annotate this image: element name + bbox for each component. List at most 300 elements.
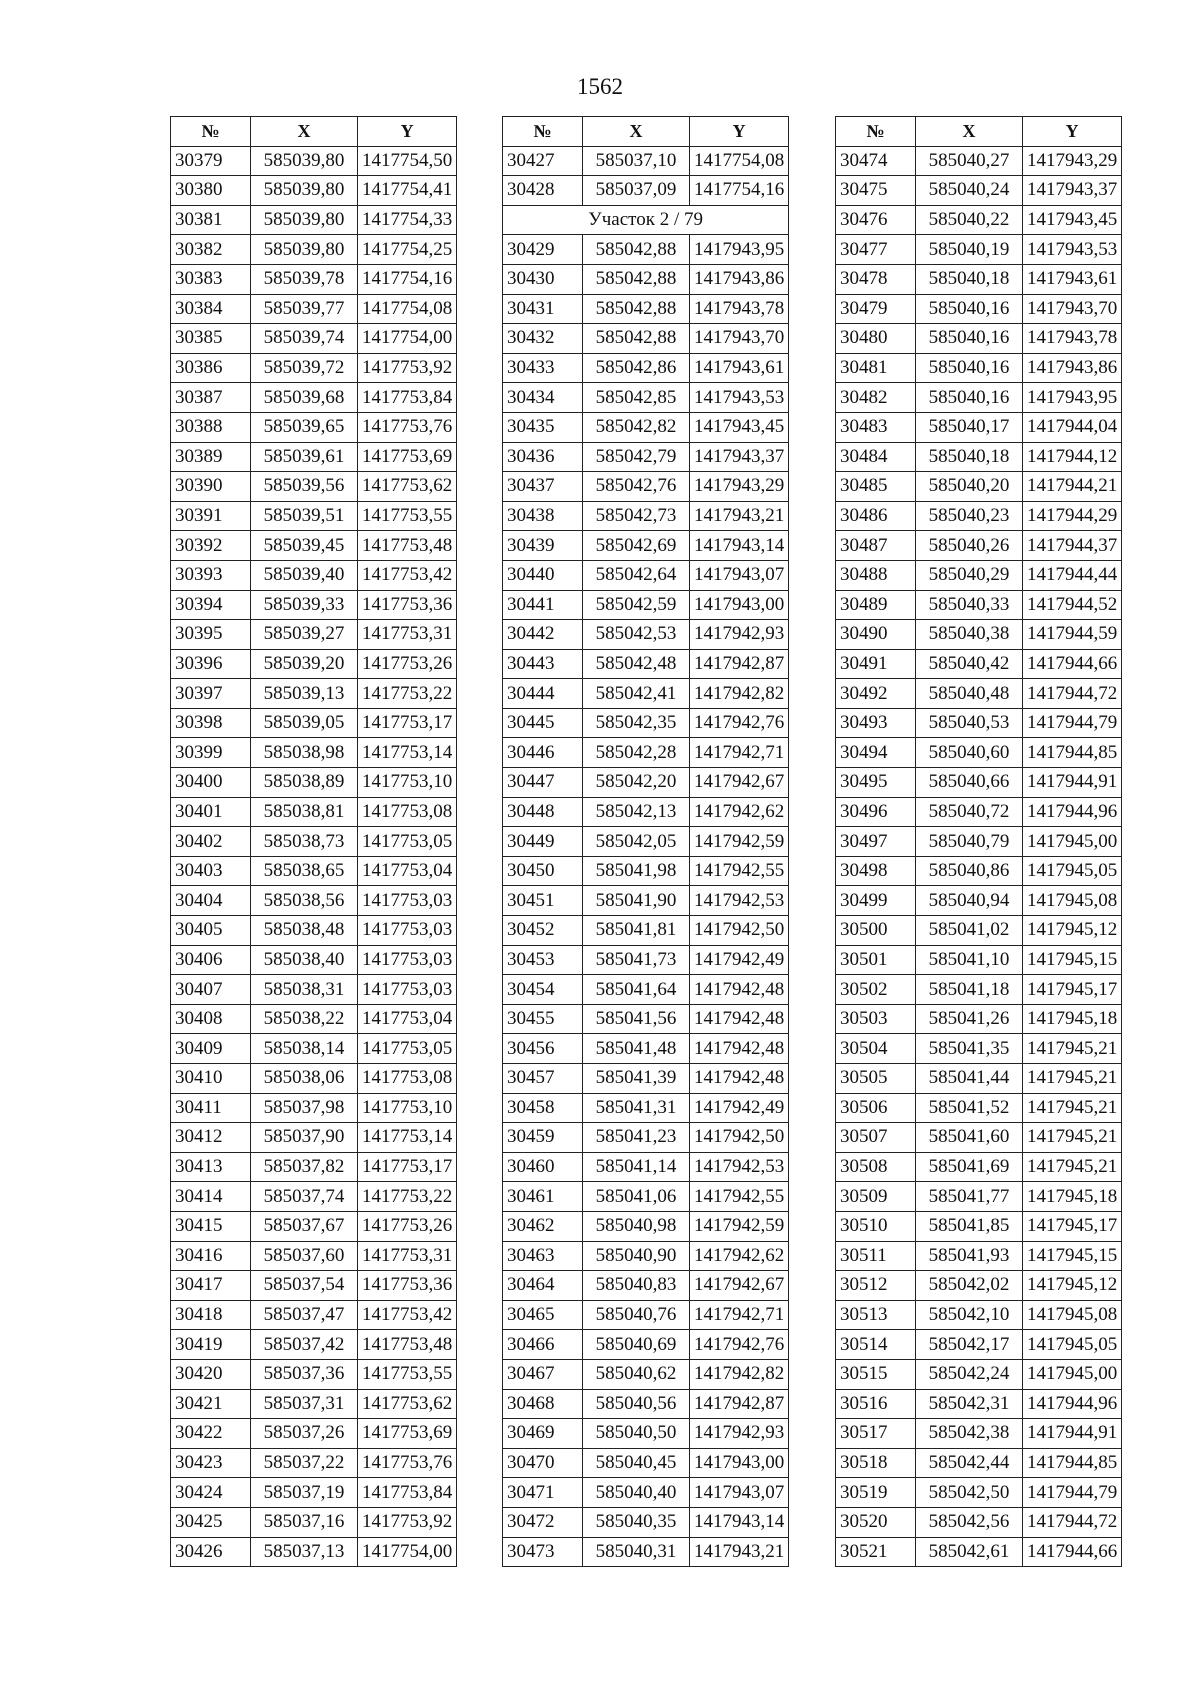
y-cell: 1417753,62	[358, 1389, 457, 1419]
y-cell: 1417945,15	[1023, 945, 1122, 975]
point-number-cell: 30516	[836, 1389, 916, 1419]
x-cell: 585042,82	[583, 412, 690, 442]
x-cell: 585037,19	[251, 1478, 358, 1508]
y-cell: 1417754,16	[690, 176, 789, 206]
table-row	[503, 649, 789, 679]
table-row	[171, 205, 457, 235]
y-cell: 1417943,07	[690, 560, 789, 590]
y-cell: 1417943,70	[690, 324, 789, 354]
x-cell: 585042,44	[916, 1448, 1023, 1478]
point-number-cell: 30468	[503, 1389, 583, 1419]
point-number-cell: 30452	[503, 916, 583, 946]
y-cell: 1417945,00	[1023, 827, 1122, 857]
table-row	[503, 1537, 789, 1567]
header-number: №	[503, 117, 583, 147]
table-row	[836, 916, 1122, 946]
x-cell: 585037,82	[251, 1152, 358, 1182]
point-number-cell: 30467	[503, 1359, 583, 1389]
table-row	[503, 768, 789, 798]
x-cell: 585042,02	[916, 1271, 1023, 1301]
x-cell: 585039,65	[251, 412, 358, 442]
point-number-cell: 30432	[503, 324, 583, 354]
x-cell: 585038,40	[251, 945, 358, 975]
table-row	[503, 1448, 789, 1478]
x-cell: 585040,86	[916, 856, 1023, 886]
point-number-cell: 30388	[171, 412, 251, 442]
point-number-cell: 30419	[171, 1330, 251, 1360]
y-cell: 1417943,61	[690, 353, 789, 383]
point-number-cell: 30403	[171, 856, 251, 886]
x-cell: 585040,76	[583, 1300, 690, 1330]
x-cell: 585040,90	[583, 1241, 690, 1271]
table-row	[171, 146, 457, 176]
point-number-cell: 30493	[836, 708, 916, 738]
point-number-cell: 30502	[836, 975, 916, 1005]
y-cell: 1417942,48	[690, 1004, 789, 1034]
table-header-row	[171, 117, 457, 147]
x-cell: 585042,35	[583, 708, 690, 738]
table-row	[171, 590, 457, 620]
table-row	[171, 264, 457, 294]
table-row	[836, 1300, 1122, 1330]
y-cell: 1417942,50	[690, 916, 789, 946]
table-row	[171, 620, 457, 650]
point-number-cell: 30431	[503, 294, 583, 324]
x-cell: 585041,06	[583, 1182, 690, 1212]
table-row	[171, 649, 457, 679]
table-row	[171, 1330, 457, 1360]
table-row	[836, 1182, 1122, 1212]
x-cell: 585039,33	[251, 590, 358, 620]
point-number-cell: 30448	[503, 797, 583, 827]
x-cell: 585042,13	[583, 797, 690, 827]
table-row	[836, 768, 1122, 798]
point-number-cell: 30477	[836, 235, 916, 265]
x-cell: 585038,06	[251, 1064, 358, 1094]
table-row	[503, 531, 789, 561]
x-cell: 585041,02	[916, 916, 1023, 946]
table-row	[836, 531, 1122, 561]
header-x: X	[583, 117, 690, 147]
table-row	[171, 945, 457, 975]
table-row	[171, 294, 457, 324]
x-cell: 585042,88	[583, 264, 690, 294]
point-number-cell: 30515	[836, 1359, 916, 1389]
point-number-cell: 30384	[171, 294, 251, 324]
point-number-cell: 30390	[171, 472, 251, 502]
point-number-cell: 30472	[503, 1507, 583, 1537]
y-cell: 1417753,42	[358, 1300, 457, 1330]
table-row	[503, 353, 789, 383]
table-row	[503, 501, 789, 531]
table-row	[171, 1359, 457, 1389]
point-number-cell: 30426	[171, 1537, 251, 1567]
table-row	[503, 1478, 789, 1508]
x-cell: 585040,19	[916, 235, 1023, 265]
x-cell: 585039,51	[251, 501, 358, 531]
x-cell: 585042,85	[583, 383, 690, 413]
table-row	[836, 738, 1122, 768]
table-row	[503, 1093, 789, 1123]
y-cell: 1417753,08	[358, 1064, 457, 1094]
table-row	[836, 472, 1122, 502]
point-number-cell: 30415	[171, 1211, 251, 1241]
table-row	[171, 1300, 457, 1330]
x-cell: 585037,16	[251, 1507, 358, 1537]
table-row	[836, 679, 1122, 709]
x-cell: 585040,60	[916, 738, 1023, 768]
table-row	[171, 886, 457, 916]
table-row	[171, 1152, 457, 1182]
point-number-cell: 30387	[171, 383, 251, 413]
point-number-cell: 30430	[503, 264, 583, 294]
y-cell: 1417944,91	[1023, 768, 1122, 798]
table-row	[836, 1419, 1122, 1449]
point-number-cell: 30500	[836, 916, 916, 946]
point-number-cell: 30476	[836, 205, 916, 235]
x-cell: 585041,90	[583, 886, 690, 916]
x-cell: 585037,10	[583, 146, 690, 176]
x-cell: 585039,80	[251, 235, 358, 265]
table-row	[503, 1034, 789, 1064]
x-cell: 585037,22	[251, 1448, 358, 1478]
x-cell: 585039,13	[251, 679, 358, 709]
y-cell: 1417942,76	[690, 708, 789, 738]
point-number-cell: 30507	[836, 1123, 916, 1153]
y-cell: 1417942,53	[690, 1152, 789, 1182]
x-cell: 585040,31	[583, 1537, 690, 1567]
y-cell: 1417753,17	[358, 708, 457, 738]
x-cell: 585042,76	[583, 472, 690, 502]
point-number-cell: 30446	[503, 738, 583, 768]
x-cell: 585037,26	[251, 1419, 358, 1449]
x-cell: 585037,31	[251, 1389, 358, 1419]
point-number-cell: 30420	[171, 1359, 251, 1389]
y-cell: 1417943,86	[690, 264, 789, 294]
x-cell: 585040,40	[583, 1478, 690, 1508]
point-number-cell: 30382	[171, 235, 251, 265]
x-cell: 585037,54	[251, 1271, 358, 1301]
table-row	[171, 472, 457, 502]
x-cell: 585037,90	[251, 1123, 358, 1153]
x-cell: 585042,79	[583, 442, 690, 472]
y-cell: 1417944,96	[1023, 1389, 1122, 1419]
point-number-cell: 30466	[503, 1330, 583, 1360]
table-row	[503, 383, 789, 413]
x-cell: 585038,14	[251, 1034, 358, 1064]
table-row	[171, 708, 457, 738]
point-number-cell: 30486	[836, 501, 916, 531]
y-cell: 1417943,29	[1023, 146, 1122, 176]
table-row	[503, 620, 789, 650]
y-cell: 1417753,04	[358, 1004, 457, 1034]
point-number-cell: 30451	[503, 886, 583, 916]
y-cell: 1417753,04	[358, 856, 457, 886]
point-number-cell: 30470	[503, 1448, 583, 1478]
table-row	[836, 1064, 1122, 1094]
x-cell: 585041,52	[916, 1093, 1023, 1123]
point-number-cell: 30418	[171, 1300, 251, 1330]
point-number-cell: 30445	[503, 708, 583, 738]
point-number-cell: 30380	[171, 176, 251, 206]
table-row	[836, 294, 1122, 324]
point-number-cell: 30396	[171, 649, 251, 679]
y-cell: 1417754,00	[358, 324, 457, 354]
table-row	[503, 590, 789, 620]
point-number-cell: 30442	[503, 620, 583, 650]
point-number-cell: 30427	[503, 146, 583, 176]
point-number-cell: 30481	[836, 353, 916, 383]
x-cell: 585037,47	[251, 1300, 358, 1330]
point-number-cell: 30496	[836, 797, 916, 827]
y-cell: 1417944,44	[1023, 560, 1122, 590]
x-cell: 585039,05	[251, 708, 358, 738]
y-cell: 1417943,53	[1023, 235, 1122, 265]
y-cell: 1417943,07	[690, 1478, 789, 1508]
y-cell: 1417943,95	[690, 235, 789, 265]
point-number-cell: 30444	[503, 679, 583, 709]
point-number-cell: 30492	[836, 679, 916, 709]
table-row	[171, 1448, 457, 1478]
table-row	[503, 916, 789, 946]
table-row	[171, 1004, 457, 1034]
table-row	[171, 1064, 457, 1094]
y-cell: 1417944,85	[1023, 738, 1122, 768]
y-cell: 1417753,22	[358, 679, 457, 709]
table-row	[836, 1093, 1122, 1123]
point-number-cell: 30408	[171, 1004, 251, 1034]
y-cell: 1417753,03	[358, 916, 457, 946]
y-cell: 1417753,42	[358, 560, 457, 590]
y-cell: 1417943,45	[690, 412, 789, 442]
table-row	[503, 1300, 789, 1330]
y-cell: 1417753,62	[358, 472, 457, 502]
table-row	[171, 797, 457, 827]
table-row	[503, 442, 789, 472]
point-number-cell: 30503	[836, 1004, 916, 1034]
table-row	[836, 620, 1122, 650]
y-cell: 1417945,17	[1023, 975, 1122, 1005]
y-cell: 1417944,79	[1023, 1478, 1122, 1508]
table-row	[171, 501, 457, 531]
point-number-cell: 30441	[503, 590, 583, 620]
table-row	[171, 442, 457, 472]
x-cell: 585040,20	[916, 472, 1023, 502]
point-number-cell: 30421	[171, 1389, 251, 1419]
x-cell: 585040,69	[583, 1330, 690, 1360]
table-row	[171, 176, 457, 206]
y-cell: 1417945,21	[1023, 1152, 1122, 1182]
table-row	[503, 1064, 789, 1094]
y-cell: 1417753,14	[358, 1123, 457, 1153]
table-row	[836, 412, 1122, 442]
point-number-cell: 30412	[171, 1123, 251, 1153]
x-cell: 585042,88	[583, 235, 690, 265]
y-cell: 1417754,16	[358, 264, 457, 294]
point-number-cell: 30518	[836, 1448, 916, 1478]
table-row	[171, 324, 457, 354]
header-x: X	[251, 117, 358, 147]
table-row	[171, 768, 457, 798]
x-cell: 585040,18	[916, 442, 1023, 472]
x-cell: 585041,23	[583, 1123, 690, 1153]
table-row	[836, 1330, 1122, 1360]
x-cell: 585042,64	[583, 560, 690, 590]
y-cell: 1417754,25	[358, 235, 457, 265]
y-cell: 1417942,55	[690, 1182, 789, 1212]
y-cell: 1417945,05	[1023, 1330, 1122, 1360]
x-cell: 585042,59	[583, 590, 690, 620]
x-cell: 585039,77	[251, 294, 358, 324]
table-row	[503, 1211, 789, 1241]
y-cell: 1417753,05	[358, 1034, 457, 1064]
section-label: Участок 2 / 79	[503, 205, 789, 235]
point-number-cell: 30428	[503, 176, 583, 206]
point-number-cell: 30411	[171, 1093, 251, 1123]
table-header-row	[836, 117, 1122, 147]
x-cell: 585040,42	[916, 649, 1023, 679]
x-cell: 585037,60	[251, 1241, 358, 1271]
y-cell: 1417943,95	[1023, 383, 1122, 413]
point-number-cell: 30461	[503, 1182, 583, 1212]
table-row	[503, 1123, 789, 1153]
x-cell: 585038,22	[251, 1004, 358, 1034]
table-row	[503, 945, 789, 975]
point-number-cell: 30504	[836, 1034, 916, 1064]
table-row	[503, 1389, 789, 1419]
x-cell: 585041,44	[916, 1064, 1023, 1094]
y-cell: 1417753,55	[358, 501, 457, 531]
x-cell: 585041,26	[916, 1004, 1023, 1034]
x-cell: 585041,48	[583, 1034, 690, 1064]
x-cell: 585040,83	[583, 1271, 690, 1301]
x-cell: 585037,36	[251, 1359, 358, 1389]
y-cell: 1417945,05	[1023, 856, 1122, 886]
y-cell: 1417945,12	[1023, 916, 1122, 946]
point-number-cell: 30401	[171, 797, 251, 827]
point-number-cell: 30482	[836, 383, 916, 413]
y-cell: 1417753,31	[358, 620, 457, 650]
table-row	[503, 886, 789, 916]
y-cell: 1417944,21	[1023, 472, 1122, 502]
y-cell: 1417942,55	[690, 856, 789, 886]
point-number-cell: 30490	[836, 620, 916, 650]
point-number-cell: 30484	[836, 442, 916, 472]
x-cell: 585038,98	[251, 738, 358, 768]
y-cell: 1417944,29	[1023, 501, 1122, 531]
point-number-cell: 30456	[503, 1034, 583, 1064]
y-cell: 1417944,85	[1023, 1448, 1122, 1478]
table-row	[836, 1152, 1122, 1182]
x-cell: 585040,26	[916, 531, 1023, 561]
table-row	[171, 1507, 457, 1537]
table-row	[171, 1182, 457, 1212]
x-cell: 585040,98	[583, 1211, 690, 1241]
point-number-cell: 30398	[171, 708, 251, 738]
table-row	[171, 738, 457, 768]
x-cell: 585040,48	[916, 679, 1023, 709]
y-cell: 1417944,72	[1023, 679, 1122, 709]
y-cell: 1417753,03	[358, 945, 457, 975]
x-cell: 585041,69	[916, 1152, 1023, 1182]
x-cell: 585041,98	[583, 856, 690, 886]
table-row	[836, 1389, 1122, 1419]
table-row	[836, 1004, 1122, 1034]
header-y: Y	[690, 117, 789, 147]
x-cell: 585042,73	[583, 501, 690, 531]
point-number-cell: 30395	[171, 620, 251, 650]
point-number-cell: 30510	[836, 1211, 916, 1241]
x-cell: 585041,77	[916, 1182, 1023, 1212]
point-number-cell: 30520	[836, 1507, 916, 1537]
point-number-cell: 30494	[836, 738, 916, 768]
table-row	[836, 1211, 1122, 1241]
table-row	[503, 856, 789, 886]
x-cell: 585039,27	[251, 620, 358, 650]
y-cell: 1417754,50	[358, 146, 457, 176]
point-number-cell: 30437	[503, 472, 583, 502]
y-cell: 1417753,84	[358, 1478, 457, 1508]
table-row	[503, 1182, 789, 1212]
y-cell: 1417753,14	[358, 738, 457, 768]
x-cell: 585040,29	[916, 560, 1023, 590]
x-cell: 585042,24	[916, 1359, 1023, 1389]
table-row	[836, 886, 1122, 916]
y-cell: 1417942,48	[690, 1064, 789, 1094]
x-cell: 585041,35	[916, 1034, 1023, 1064]
table-row	[836, 501, 1122, 531]
y-cell: 1417943,61	[1023, 264, 1122, 294]
y-cell: 1417943,37	[1023, 176, 1122, 206]
point-number-cell: 30521	[836, 1537, 916, 1567]
table-row	[503, 1241, 789, 1271]
table-row	[836, 1537, 1122, 1567]
y-cell: 1417942,50	[690, 1123, 789, 1153]
table-row	[503, 235, 789, 265]
y-cell: 1417945,12	[1023, 1271, 1122, 1301]
table-row	[836, 324, 1122, 354]
y-cell: 1417942,48	[690, 1034, 789, 1064]
point-number-cell: 30383	[171, 264, 251, 294]
x-cell: 585041,10	[916, 945, 1023, 975]
page-number: 1562	[577, 74, 623, 99]
x-cell: 585042,20	[583, 768, 690, 798]
table-row	[503, 146, 789, 176]
point-number-cell: 30483	[836, 412, 916, 442]
table-row	[171, 412, 457, 442]
point-number-cell: 30423	[171, 1448, 251, 1478]
y-cell: 1417942,76	[690, 1330, 789, 1360]
x-cell: 585042,53	[583, 620, 690, 650]
table-row	[836, 649, 1122, 679]
point-number-cell: 30489	[836, 590, 916, 620]
point-number-cell: 30501	[836, 945, 916, 975]
header-number: №	[836, 117, 916, 147]
table-row	[836, 442, 1122, 472]
y-cell: 1417943,29	[690, 472, 789, 502]
y-cell: 1417942,62	[690, 797, 789, 827]
point-number-cell: 30435	[503, 412, 583, 442]
table-row	[503, 738, 789, 768]
x-cell: 585042,31	[916, 1389, 1023, 1419]
point-number-cell: 30460	[503, 1152, 583, 1182]
table-row	[836, 205, 1122, 235]
table-row	[503, 1507, 789, 1537]
x-cell: 585042,38	[916, 1419, 1023, 1449]
point-number-cell: 30405	[171, 916, 251, 946]
point-number-cell: 30381	[171, 205, 251, 235]
x-cell: 585042,17	[916, 1330, 1023, 1360]
